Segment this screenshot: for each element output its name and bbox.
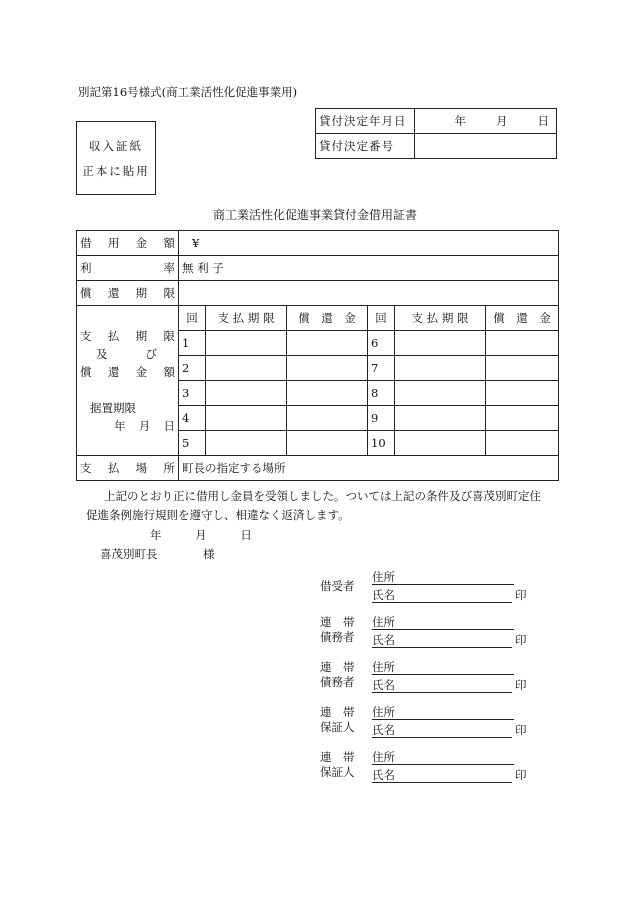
installment-number: 1 — [179, 331, 206, 356]
address-field[interactable]: 住所 — [372, 660, 514, 675]
repayment-amount-field[interactable] — [486, 406, 559, 431]
payment-place-label: 支 払 場 所 — [77, 456, 179, 481]
date-unit-year: 年 — [454, 114, 466, 128]
due-date-field[interactable] — [206, 406, 287, 431]
repayment-amount-field[interactable] — [486, 356, 559, 381]
repayment-amount-field[interactable] — [287, 431, 368, 456]
revenue-stamp-box — [76, 121, 156, 195]
address-field[interactable]: 住所 — [372, 570, 514, 585]
party-borrower — [320, 570, 530, 610]
col-header-kai: 回 — [179, 306, 206, 331]
payment-place-value: 町長の指定する場所 — [179, 456, 559, 481]
date-unit-day: 日 — [537, 114, 549, 128]
amount-label: 借 用 金 額 — [77, 231, 179, 256]
seal-mark: 印 — [515, 678, 527, 692]
name-field[interactable]: 氏名 — [372, 678, 512, 693]
col-header-due: 支 払 期 限 — [395, 306, 486, 331]
document-title: 商工業活性化促進事業貸付金借用証書 — [212, 208, 417, 222]
repayment-deadline-field[interactable] — [179, 281, 559, 306]
address-field[interactable]: 住所 — [372, 615, 514, 630]
seal-mark: 印 — [515, 723, 527, 737]
date-unit-month: 月 — [496, 114, 508, 128]
due-date-field[interactable] — [395, 406, 486, 431]
repayment-deadline-label: 償 還 期 限 — [77, 281, 179, 306]
party-role: 借受者 — [320, 579, 355, 593]
decision-number-field[interactable] — [415, 134, 557, 159]
installment-number: 5 — [179, 431, 206, 456]
due-date-field[interactable] — [206, 431, 287, 456]
col-header-amount: 償 還 金 — [287, 306, 368, 331]
due-date-field[interactable] — [206, 356, 287, 381]
due-date-field[interactable] — [395, 431, 486, 456]
due-date-field[interactable] — [206, 381, 287, 406]
col-header-amount: 償 還 金 — [486, 306, 559, 331]
signing-date: 年 月 日 — [150, 528, 252, 542]
repayment-amount-field[interactable] — [486, 331, 559, 356]
amount-field[interactable] — [179, 231, 559, 256]
name-field[interactable]: 氏名 — [372, 768, 512, 783]
due-date-field[interactable] — [206, 331, 287, 356]
address-field[interactable]: 住所 — [372, 705, 514, 720]
party-joint-guarantor-1 — [320, 705, 530, 745]
address-field[interactable]: 住所 — [372, 750, 514, 765]
party-role: 連 帯 保証人 — [320, 750, 355, 779]
declaration-line-2: 促進条例施行規則を遵守し、相違なく返済します。 — [86, 508, 350, 522]
installment-number: 6 — [368, 331, 395, 356]
installment-number: 9 — [368, 406, 395, 431]
party-joint-guarantor-2 — [320, 750, 530, 790]
party-role: 連 帯 債務者 — [320, 615, 355, 644]
seal-mark: 印 — [515, 633, 527, 647]
repayment-amount-field[interactable] — [287, 381, 368, 406]
installment-number: 7 — [368, 356, 395, 381]
name-field[interactable]: 氏名 — [372, 588, 512, 603]
rate-value: 無 利 子 — [179, 256, 559, 281]
party-joint-debtor-2 — [320, 660, 530, 700]
name-field[interactable]: 氏名 — [372, 723, 512, 738]
col-header-kai: 回 — [368, 306, 395, 331]
stamp-label-line1: 収入証紙 — [89, 138, 143, 153]
seal-mark: 印 — [515, 768, 527, 782]
repayment-amount-field[interactable] — [486, 381, 559, 406]
installment-number: 4 — [179, 406, 206, 431]
stamp-label-line2: 正本に貼用 — [82, 163, 150, 178]
party-joint-debtor-1 — [320, 615, 530, 655]
installment-number: 8 — [368, 381, 395, 406]
installment-number: 10 — [368, 431, 395, 456]
party-role: 連 帯 債務者 — [320, 660, 355, 689]
repayment-amount-field[interactable] — [287, 356, 368, 381]
seal-mark: 印 — [515, 588, 527, 602]
repayment-amount-field[interactable] — [287, 406, 368, 431]
repayment-amount-field[interactable] — [486, 431, 559, 456]
declaration-line-1: 上記のとおり正に借用し金員を受領しました。ついては上記の条件及び喜茂別町定住 — [104, 489, 541, 503]
rate-label: 利 率 — [77, 256, 179, 281]
grace-period-label: 据置期限 — [90, 400, 136, 415]
yen-sign: ¥ — [192, 236, 200, 250]
decision-number-label: 貸付決定番号 — [316, 134, 415, 159]
name-field[interactable]: 氏名 — [372, 633, 512, 648]
installment-number: 3 — [179, 381, 206, 406]
addressee-name: 喜茂別町長 — [100, 547, 158, 561]
loan-terms-table — [76, 230, 559, 481]
due-date-field[interactable] — [395, 356, 486, 381]
declaration-text — [86, 487, 566, 525]
installment-number: 2 — [179, 356, 206, 381]
party-role: 連 帯 保証人 — [320, 705, 355, 734]
addressee — [100, 546, 215, 562]
addressee-honorific: 様 — [203, 547, 215, 561]
form-title: 別記第16号様式(商工業活性化促進事業用) — [78, 85, 298, 99]
due-date-field[interactable] — [395, 381, 486, 406]
payment-schedule-label: 支 払 期 限 及 び 償 還 金 額 据置期限 年 月 日 — [77, 306, 179, 456]
col-header-due: 支 払 期 限 — [206, 306, 287, 331]
repayment-amount-field[interactable] — [287, 331, 368, 356]
due-date-field[interactable] — [395, 331, 486, 356]
loan-decision-table — [315, 108, 557, 159]
decision-date-field[interactable] — [415, 109, 557, 134]
decision-date-label: 貸付決定年月日 — [316, 109, 415, 134]
